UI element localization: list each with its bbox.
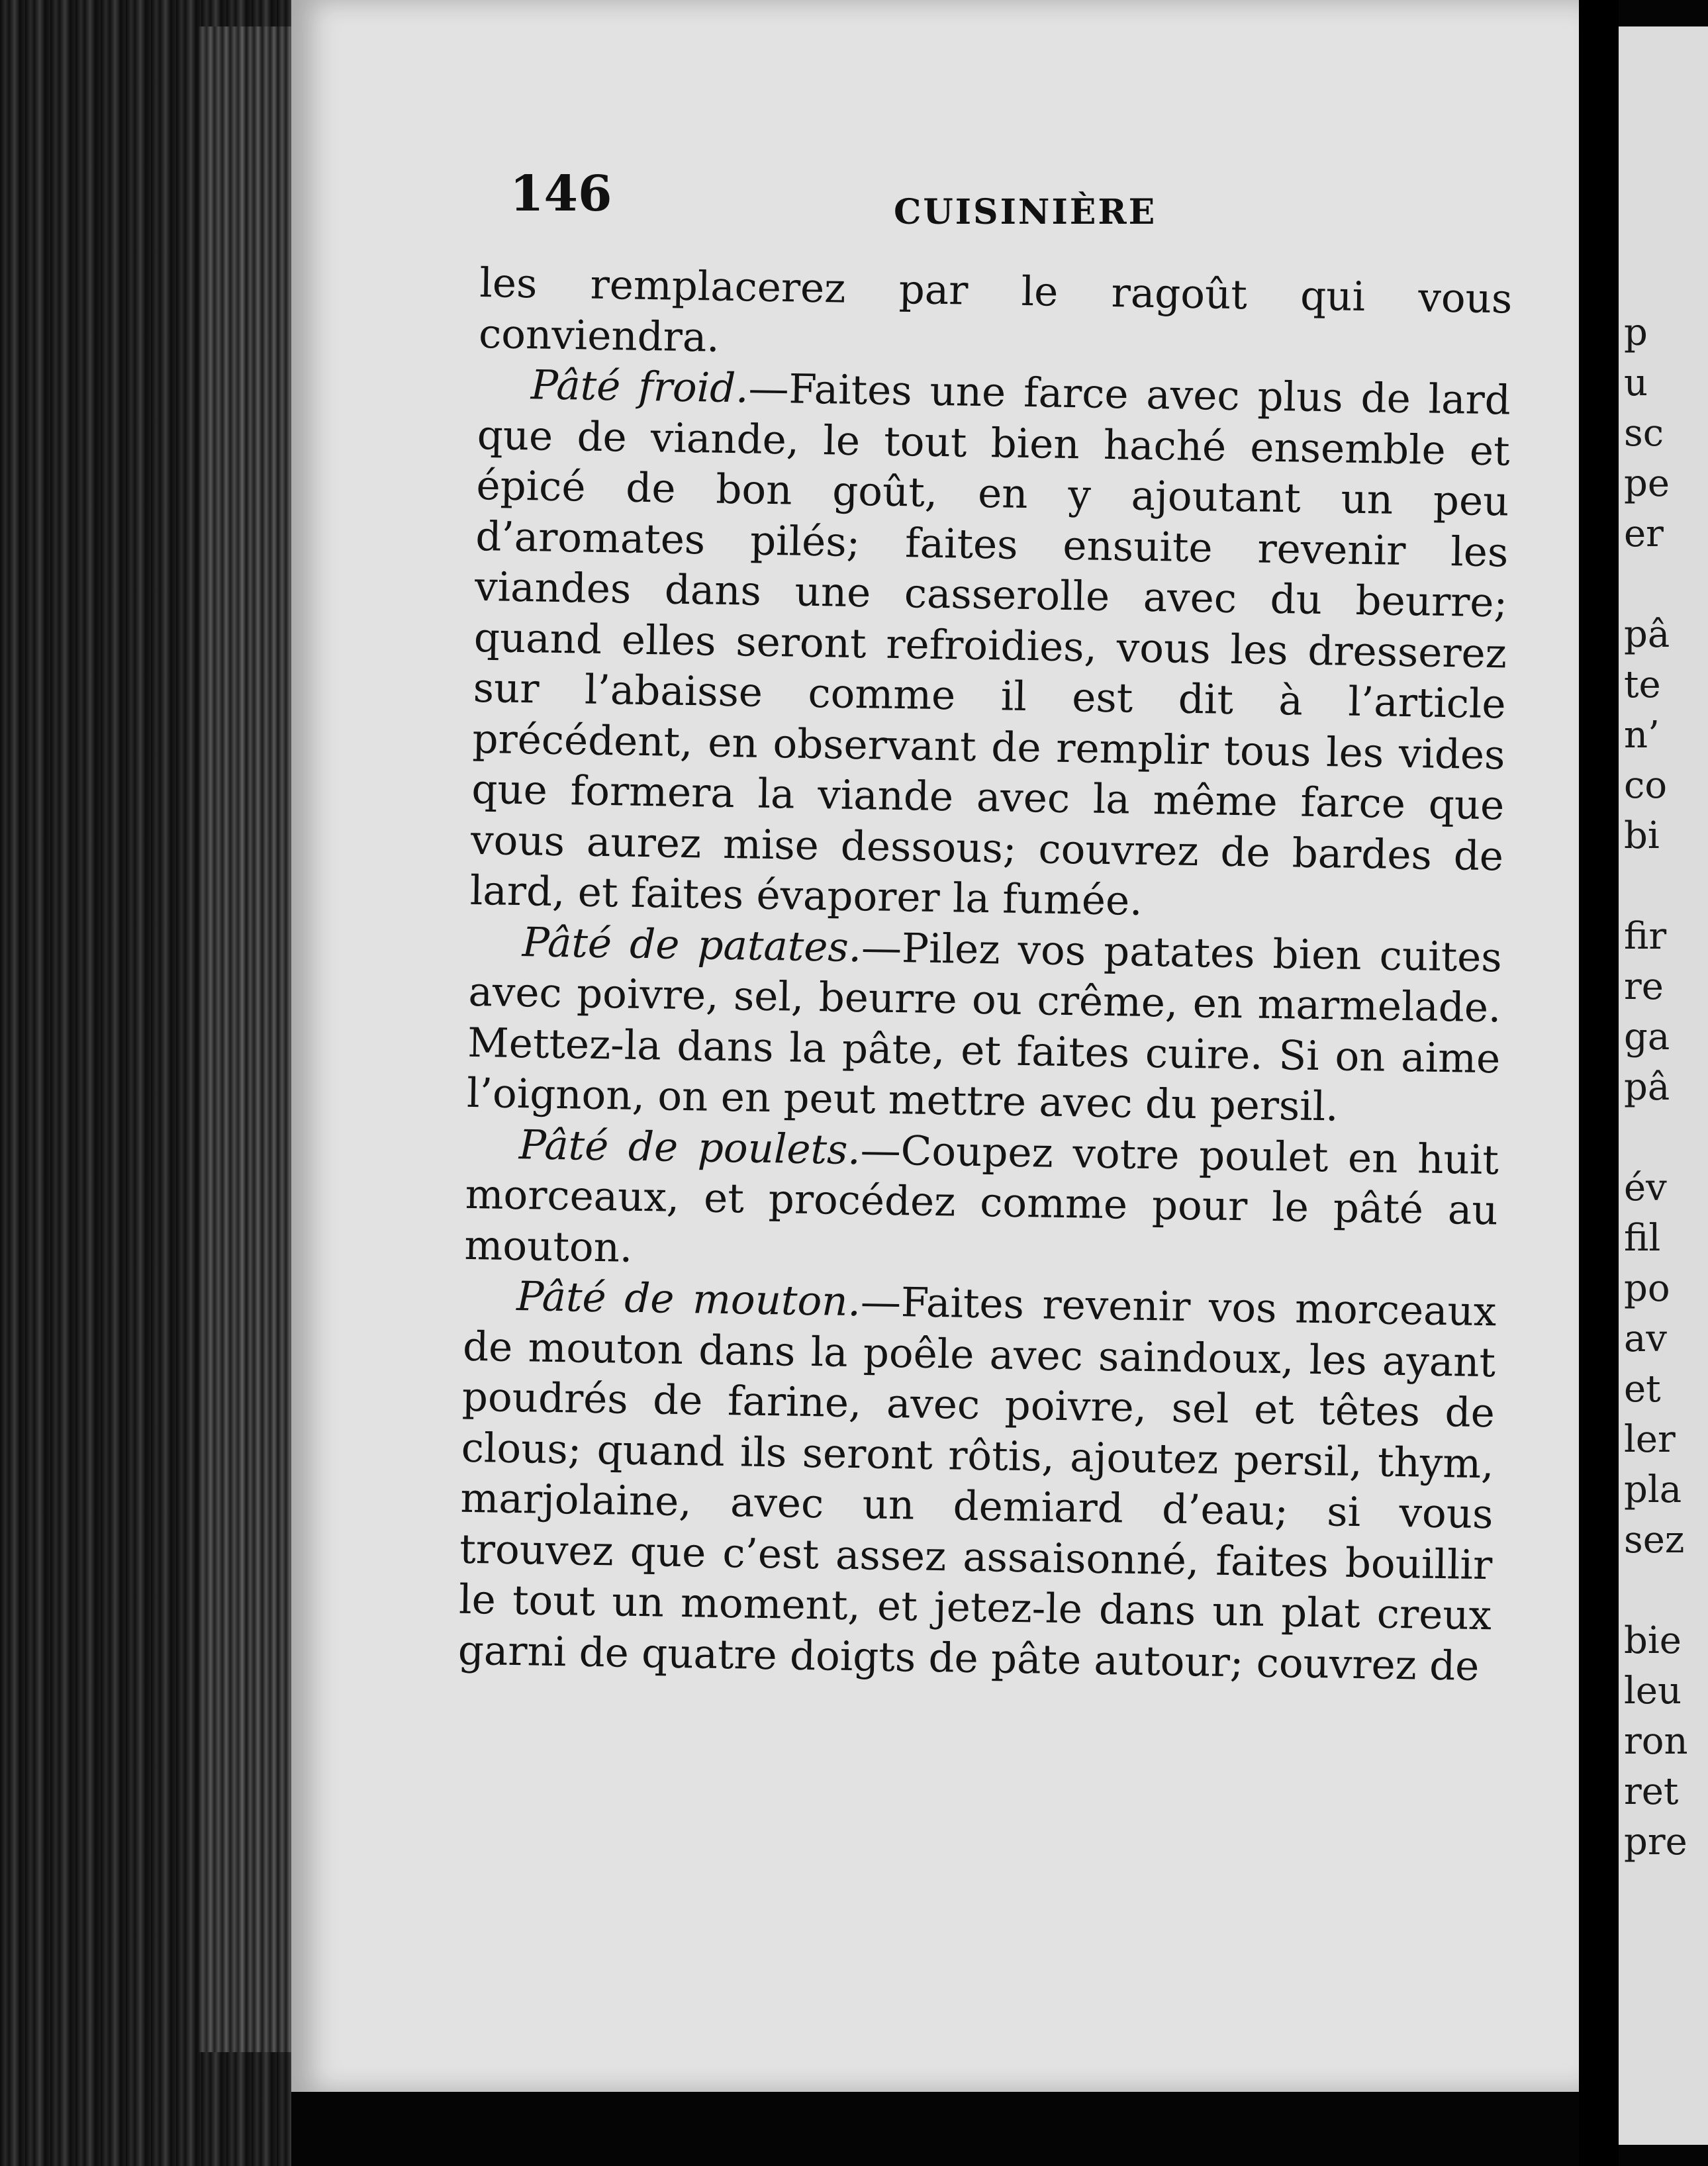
facing-page-fragment: re: [1624, 965, 1664, 1008]
page-edges-highlight: [199, 26, 298, 2052]
facing-page-fragment: év: [1624, 1166, 1667, 1209]
facing-page-fragment: av: [1624, 1317, 1668, 1360]
page-header: [510, 165, 1490, 238]
facing-page-fragment: pâ: [1624, 1066, 1670, 1109]
facing-page-fragment: ret: [1624, 1770, 1679, 1813]
facing-page: [1619, 26, 1708, 2145]
recipe-text-pate-de-mouton: —Faites revenir vos morceaux de mouton dans la poêle avec saindoux, les ayant poudrés de farine, avec poivre, sel et têtes de clous; quand ils seront rôtis, ajoutez persil, thym, marjolaine, avec un demiard d’eau; si vous trouvez que c’est assez assaisonné, faites bouillir le tout un moment, et jetez-le dans un plat creux garni de quatre doigts de pâte autour; couvrez de: [457, 1278, 1497, 1690]
facing-page-fragment: ga: [1624, 1015, 1670, 1059]
facing-page-fragment: sc: [1624, 412, 1664, 455]
facing-page-fragment: sez: [1624, 1519, 1685, 1562]
facing-page-fragment: fir: [1624, 915, 1667, 958]
facing-page-fragment: pâ: [1624, 613, 1670, 656]
recipe-heading-pate-froid: Pâté froid.: [530, 361, 749, 412]
paragraph-pate-de-patates: [467, 916, 1503, 1135]
facing-page-fragment: er: [1624, 512, 1664, 555]
facing-page-fragment: fil: [1624, 1217, 1661, 1260]
recipe-text-pate-de-patates: —Pilez vos patates bien cuites avec poivre, sel, beurre ou crême, en marmelade. Mettez-la dans la pâte, et faites cuire. Si on aime l’oignon, on en peut mettre avec du persil.: [466, 923, 1503, 1131]
recipe-heading-pate-de-patates: Pâté de patates.: [522, 918, 862, 971]
facing-page-fragment: n’: [1624, 714, 1660, 757]
facing-page-fragment: te: [1624, 663, 1661, 706]
running-head: CUISINIÈRE: [894, 192, 1157, 232]
page-body: [457, 258, 1512, 1692]
facing-page-fragment: ron: [1624, 1720, 1688, 1763]
recipe-text-pate-de-poulets: —Coupez votre poulet en huit morceaux, et procédez comme pour le pâté au mouton.: [464, 1126, 1499, 1272]
facing-page-fragment: bi: [1624, 814, 1660, 857]
facing-page-fragment: ler: [1624, 1418, 1676, 1461]
paragraph-pate-froid: [469, 359, 1511, 933]
recipe-text-pate-froid: —Faites une farce avec plus de lard que de viande, le tout bien haché ensemble et épicé de bon goût, en y ajoutant un peu d’aromates pilés; faites ensuite revenir les viandes dans une casserolle avec du beurre; quand elles seront refroidies, vous les dresserez sur l’abaisse comme il est dit à l’article précédent, en observant de remplir tous les vides que formera la viande avec la même farce que vous aurez mise dessous; couvrez de bardes de lard, et faites évaporer la fumée.: [469, 365, 1511, 925]
page-number: 146: [510, 165, 612, 222]
facing-page-fragment: u: [1624, 361, 1648, 404]
facing-page-fragment: bie: [1624, 1619, 1682, 1662]
facing-page-fragment: pla: [1624, 1468, 1682, 1511]
paragraph-pate-de-poulets: [464, 1119, 1499, 1287]
paragraph-pate-de-mouton: [457, 1271, 1496, 1692]
facing-page-fragment: leu: [1624, 1670, 1682, 1713]
recipe-heading-pate-de-mouton: Pâté de mouton.: [516, 1273, 861, 1326]
facing-page-fragment: co: [1624, 764, 1668, 807]
recipe-heading-pate-de-poulets: Pâté de poulets.: [518, 1121, 861, 1174]
facing-page-fragment: pe: [1624, 462, 1670, 505]
facing-page-fragment: pre: [1624, 1820, 1687, 1863]
facing-page-fragment: p: [1624, 311, 1648, 354]
book-gutter: [1579, 0, 1619, 2166]
facing-page-fragment: et: [1624, 1368, 1661, 1411]
paragraph-continuation: les remplacerez par le ragoût qui vous conviendra.: [478, 259, 1513, 361]
book-page: [291, 0, 1579, 2092]
facing-page-fragment: po: [1624, 1267, 1670, 1310]
